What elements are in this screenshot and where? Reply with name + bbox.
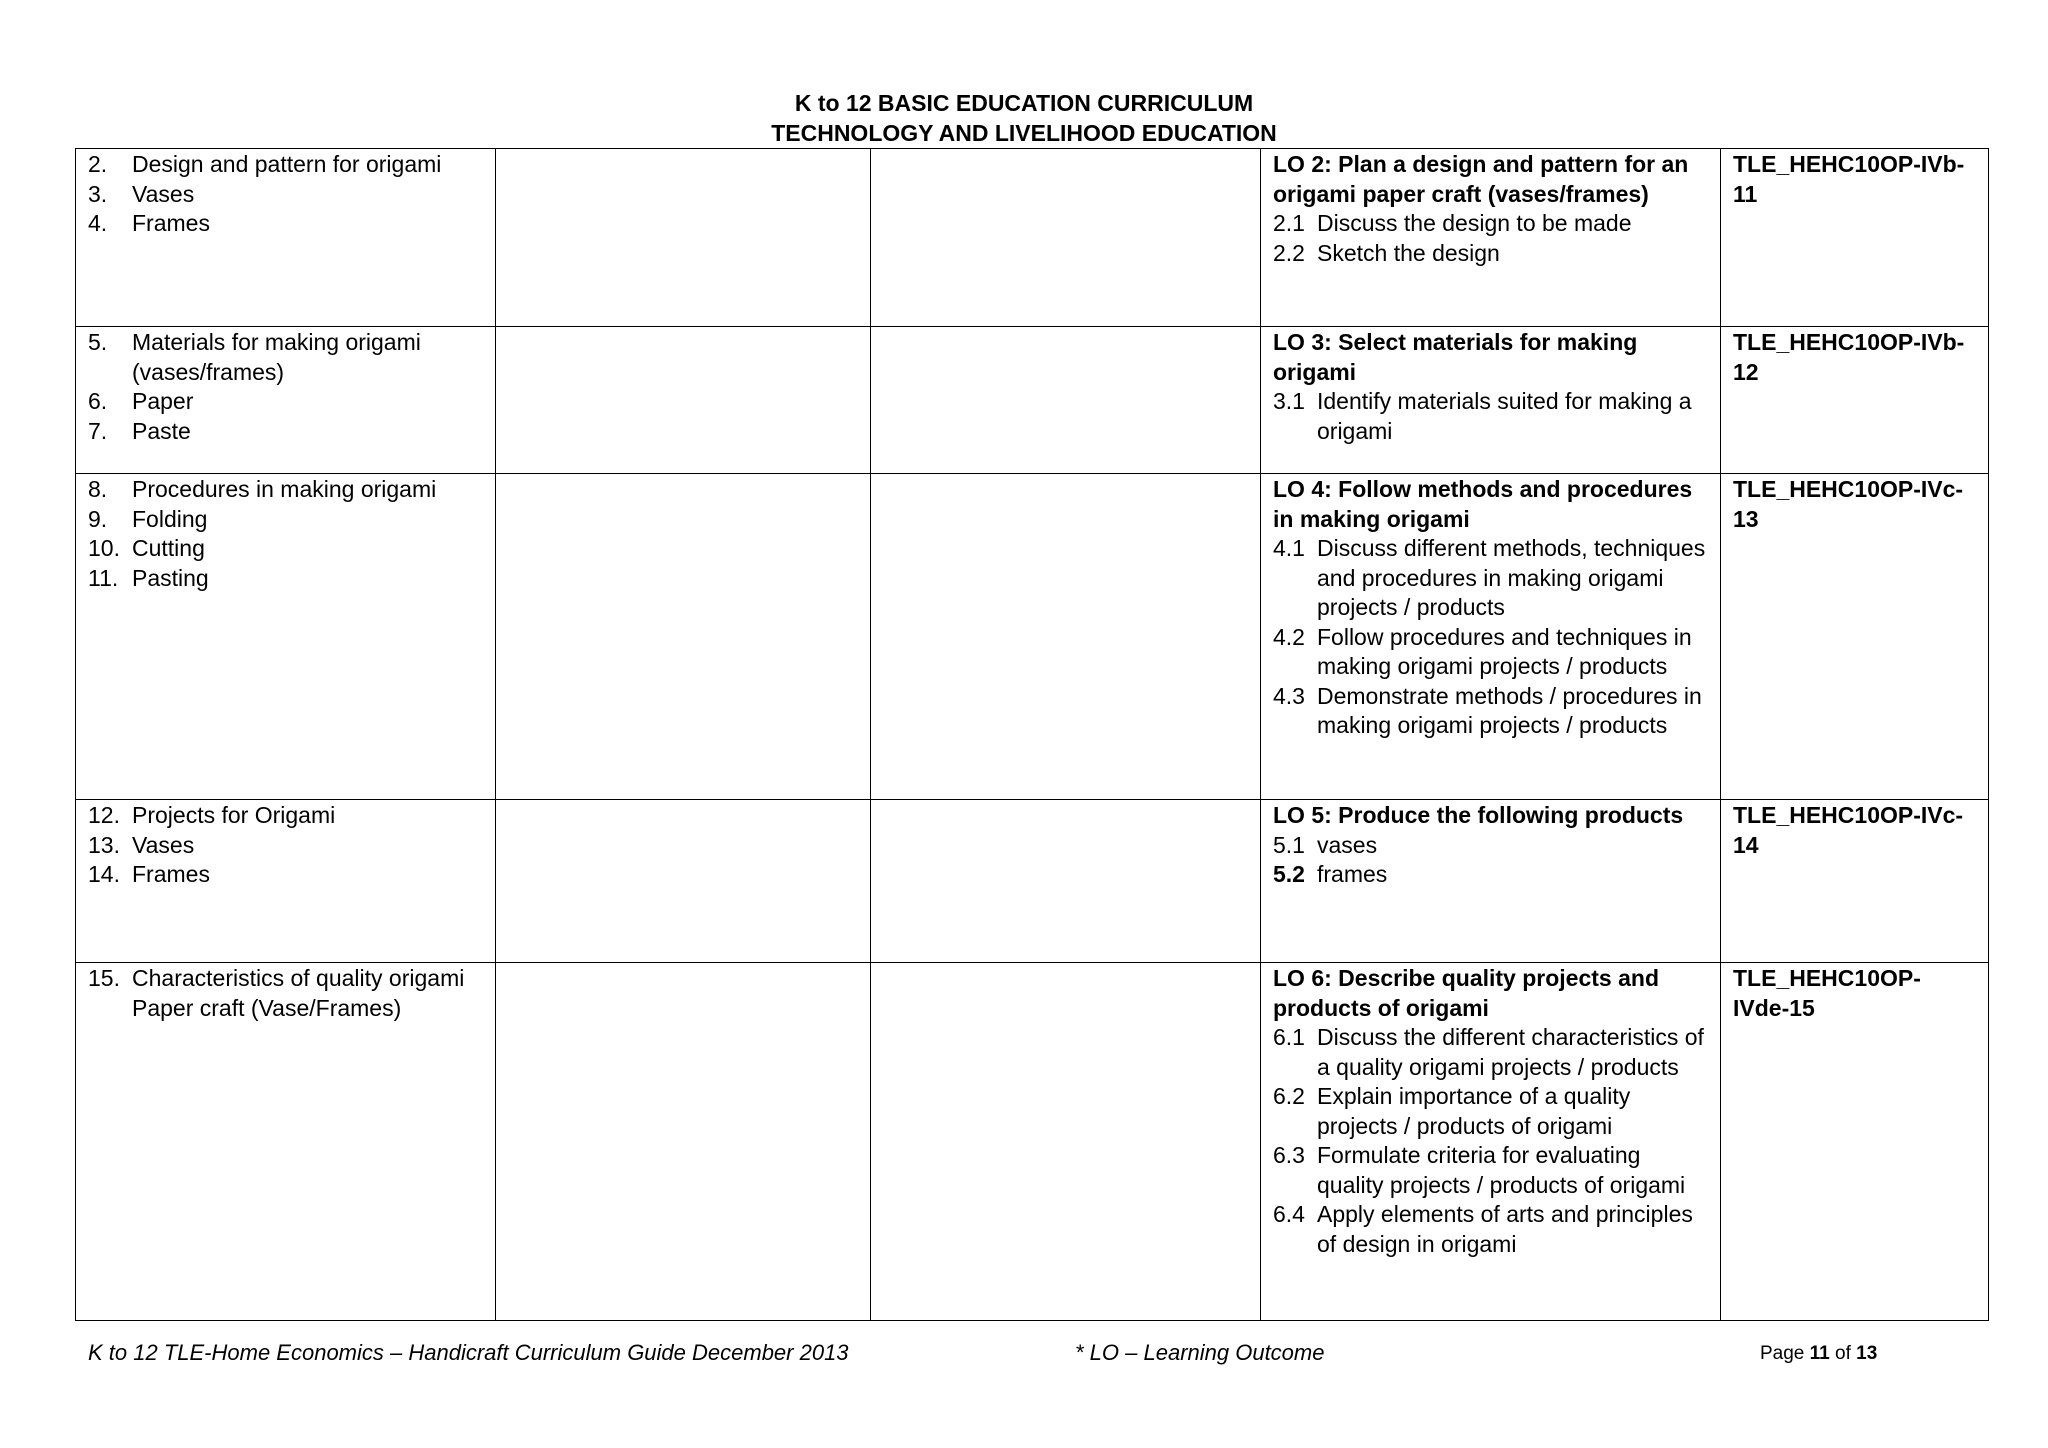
list-item-text: Procedures in making origami [132, 476, 437, 502]
content-list [88, 964, 483, 1023]
content-cell [76, 327, 496, 474]
performance-standard-cell [871, 800, 1261, 963]
learning-outcome-item [1273, 623, 1708, 682]
learning-outcome-item-text: vases [1317, 831, 1378, 858]
list-item-number: 13. [88, 831, 120, 858]
performance-standard-cell [871, 149, 1261, 327]
learning-outcome-cell [1261, 327, 1721, 474]
content-list [88, 801, 483, 890]
list-item-number: 2. [88, 151, 108, 177]
list-item-text: Materials for making origami (vases/frames) [132, 329, 421, 385]
page-word: Page [1760, 1343, 1805, 1364]
learning-outcome-cell [1261, 800, 1721, 963]
learning-outcome-item-text: Explain importance of a quality projects / products of origami [1317, 1083, 1631, 1139]
list-item-text: Characteristics of quality origami Paper craft (Vase/Frames) [132, 965, 465, 1021]
content-cell [76, 963, 496, 1321]
learning-outcome-item-text: Identify materials suited for making a origami [1317, 388, 1692, 444]
list-item-number: 14. [88, 861, 120, 887]
performance-standard-cell [871, 327, 1261, 474]
learning-outcome-item-number: 4.2 [1273, 623, 1305, 650]
list-item-number: 4. [88, 210, 108, 236]
learning-outcome-item-number: 6.1 [1273, 1024, 1305, 1050]
content-standard-cell [496, 327, 871, 474]
list-item [88, 209, 483, 239]
list-item-text: Frames [132, 861, 210, 887]
list-item-number: 6. [88, 388, 108, 414]
content-standard-cell [496, 149, 871, 327]
list-item [88, 387, 483, 417]
list-item-number: 7. [88, 417, 108, 444]
learning-outcome-item-number: 6.4 [1273, 1201, 1305, 1227]
learning-outcome-item-text: Follow procedures and techniques in making origami projects / products [1317, 623, 1692, 679]
list-item-text: Folding [132, 505, 208, 532]
list-item [88, 505, 483, 535]
content-standard-cell [496, 963, 871, 1321]
table-row [76, 149, 1989, 327]
learning-outcome-item [1273, 534, 1708, 623]
content-list [88, 328, 483, 446]
list-item-number: 12. [88, 802, 120, 828]
page-total: 13 [1856, 1343, 1878, 1364]
list-item-text: Projects for Origami [132, 802, 336, 828]
competency-code-cell: TLE_HEHC10OP-IVc-13 [1721, 474, 1989, 800]
list-item-text: Design and pattern for origami [132, 151, 442, 177]
learning-outcome-title: LO 5: Produce the following products [1273, 802, 1684, 828]
learning-outcome-item-number: 4.1 [1273, 535, 1305, 561]
list-item [88, 475, 483, 505]
learning-outcome-item [1273, 831, 1708, 861]
list-item [88, 534, 483, 564]
list-item-number: 10. [88, 535, 120, 561]
header-line-1: K to 12 BASIC EDUCATION CURRICULUM [794, 90, 1254, 116]
learning-outcome-item-number: 6.3 [1273, 1142, 1305, 1168]
content-cell [76, 149, 496, 327]
list-item-text: Vases [132, 180, 195, 207]
content-list [88, 150, 483, 239]
learning-outcome-item-number: 2.2 [1273, 239, 1305, 266]
list-item-text: Vases [132, 831, 195, 858]
learning-outcome-item-number: 5.1 [1273, 831, 1305, 858]
learning-outcome-cell [1261, 149, 1721, 327]
list-item-text: Pasting [132, 564, 209, 591]
list-item [88, 150, 483, 180]
list-item-number: 11. [88, 564, 119, 591]
list-item [88, 964, 483, 1023]
list-item [88, 860, 483, 890]
learning-outcome-item-number: 5.2 [1273, 861, 1305, 887]
learning-outcome-cell [1261, 474, 1721, 800]
curriculum-table [75, 148, 1989, 1321]
competency-code-cell: TLE_HEHC10OP-IVb-12 [1721, 327, 1989, 474]
learning-outcome-item [1273, 1200, 1708, 1259]
list-item-number: 5. [88, 329, 108, 355]
learning-outcome-item-number: 4.3 [1273, 682, 1305, 709]
list-item-number: 15. [88, 965, 120, 991]
competency-code-cell: TLE_HEHC10OP-IVb-11 [1721, 149, 1989, 327]
learning-outcome-item-text: Apply elements of arts and principles of design in origami [1317, 1201, 1693, 1257]
list-item [88, 180, 483, 210]
learning-outcome-title: LO 4: Follow methods and procedures in making origami [1273, 476, 1693, 532]
document-header [0, 88, 2048, 148]
table-row [76, 327, 1989, 474]
table-row [76, 474, 1989, 800]
learning-outcome-item [1273, 682, 1708, 741]
content-standard-cell [496, 474, 871, 800]
footer-page-number [1760, 1343, 1877, 1365]
learning-outcome-item-text: Formulate criteria for evaluating quality projects / products of origami [1317, 1142, 1686, 1198]
learning-outcome-item [1273, 1082, 1708, 1141]
learning-outcome-cell [1261, 963, 1721, 1321]
learning-outcome-item [1273, 209, 1708, 239]
list-item-number: 3. [88, 180, 108, 207]
content-cell [76, 800, 496, 963]
list-item [88, 831, 483, 861]
learning-outcome-item-text: Discuss the design to be made [1317, 210, 1632, 236]
list-item-text: Paste [132, 417, 191, 444]
learning-outcome-title: LO 2: Plan a design and pattern for an origami paper craft (vases/frames) [1273, 151, 1689, 207]
learning-outcome-item-text: Discuss different methods, techniques and procedures in making origami projects / products [1317, 535, 1706, 620]
competency-code-cell: TLE_HEHC10OP-IVc-14 [1721, 800, 1989, 963]
learning-outcome-item-text: Sketch the design [1317, 239, 1500, 266]
learning-outcome-item-text: frames [1317, 861, 1388, 887]
learning-outcome-title: LO 6: Describe quality projects and products of origami [1273, 965, 1659, 1021]
learning-outcome-item-number: 6.2 [1273, 1083, 1305, 1109]
footer-guide-title: K to 12 TLE-Home Economics – Handicraft Curriculum Guide December 2013 [88, 1340, 849, 1365]
content-cell [76, 474, 496, 800]
list-item-text: Cutting [132, 535, 205, 561]
learning-outcome-item [1273, 860, 1708, 890]
list-item-text: Frames [132, 210, 210, 236]
performance-standard-cell [871, 474, 1261, 800]
list-item [88, 328, 483, 387]
learning-outcome-title: LO 3: Select materials for making origami [1273, 329, 1638, 385]
content-list [88, 475, 483, 593]
learning-outcome-item-number: 3.1 [1273, 388, 1305, 414]
list-item-number: 9. [88, 505, 108, 532]
page-current: 11 [1809, 1343, 1830, 1364]
competency-code-cell: TLE_HEHC10OP-IVde-15 [1721, 963, 1989, 1321]
list-item [88, 417, 483, 447]
page-of: of [1835, 1343, 1851, 1364]
header-line-2: TECHNOLOGY AND LIVELIHOOD EDUCATION [771, 120, 1277, 146]
list-item-text: Paper [132, 388, 194, 414]
list-item [88, 564, 483, 594]
learning-outcome-item [1273, 239, 1708, 269]
learning-outcome-item-text: Demonstrate methods / procedures in making origami projects / products [1317, 682, 1702, 738]
list-item [88, 801, 483, 831]
learning-outcome-item [1273, 1023, 1708, 1082]
learning-outcome-item-text: Discuss the different characteristics of a quality origami projects / products [1317, 1024, 1704, 1080]
learning-outcome-item [1273, 387, 1708, 446]
learning-outcome-item [1273, 1141, 1708, 1200]
list-item-number: 8. [88, 476, 108, 502]
performance-standard-cell [871, 963, 1261, 1321]
footer-lo-note: * LO – Learning Outcome [1075, 1340, 1325, 1365]
content-standard-cell [496, 800, 871, 963]
table-row [76, 963, 1989, 1321]
table-row [76, 800, 1989, 963]
learning-outcome-item-number: 2.1 [1273, 210, 1305, 236]
